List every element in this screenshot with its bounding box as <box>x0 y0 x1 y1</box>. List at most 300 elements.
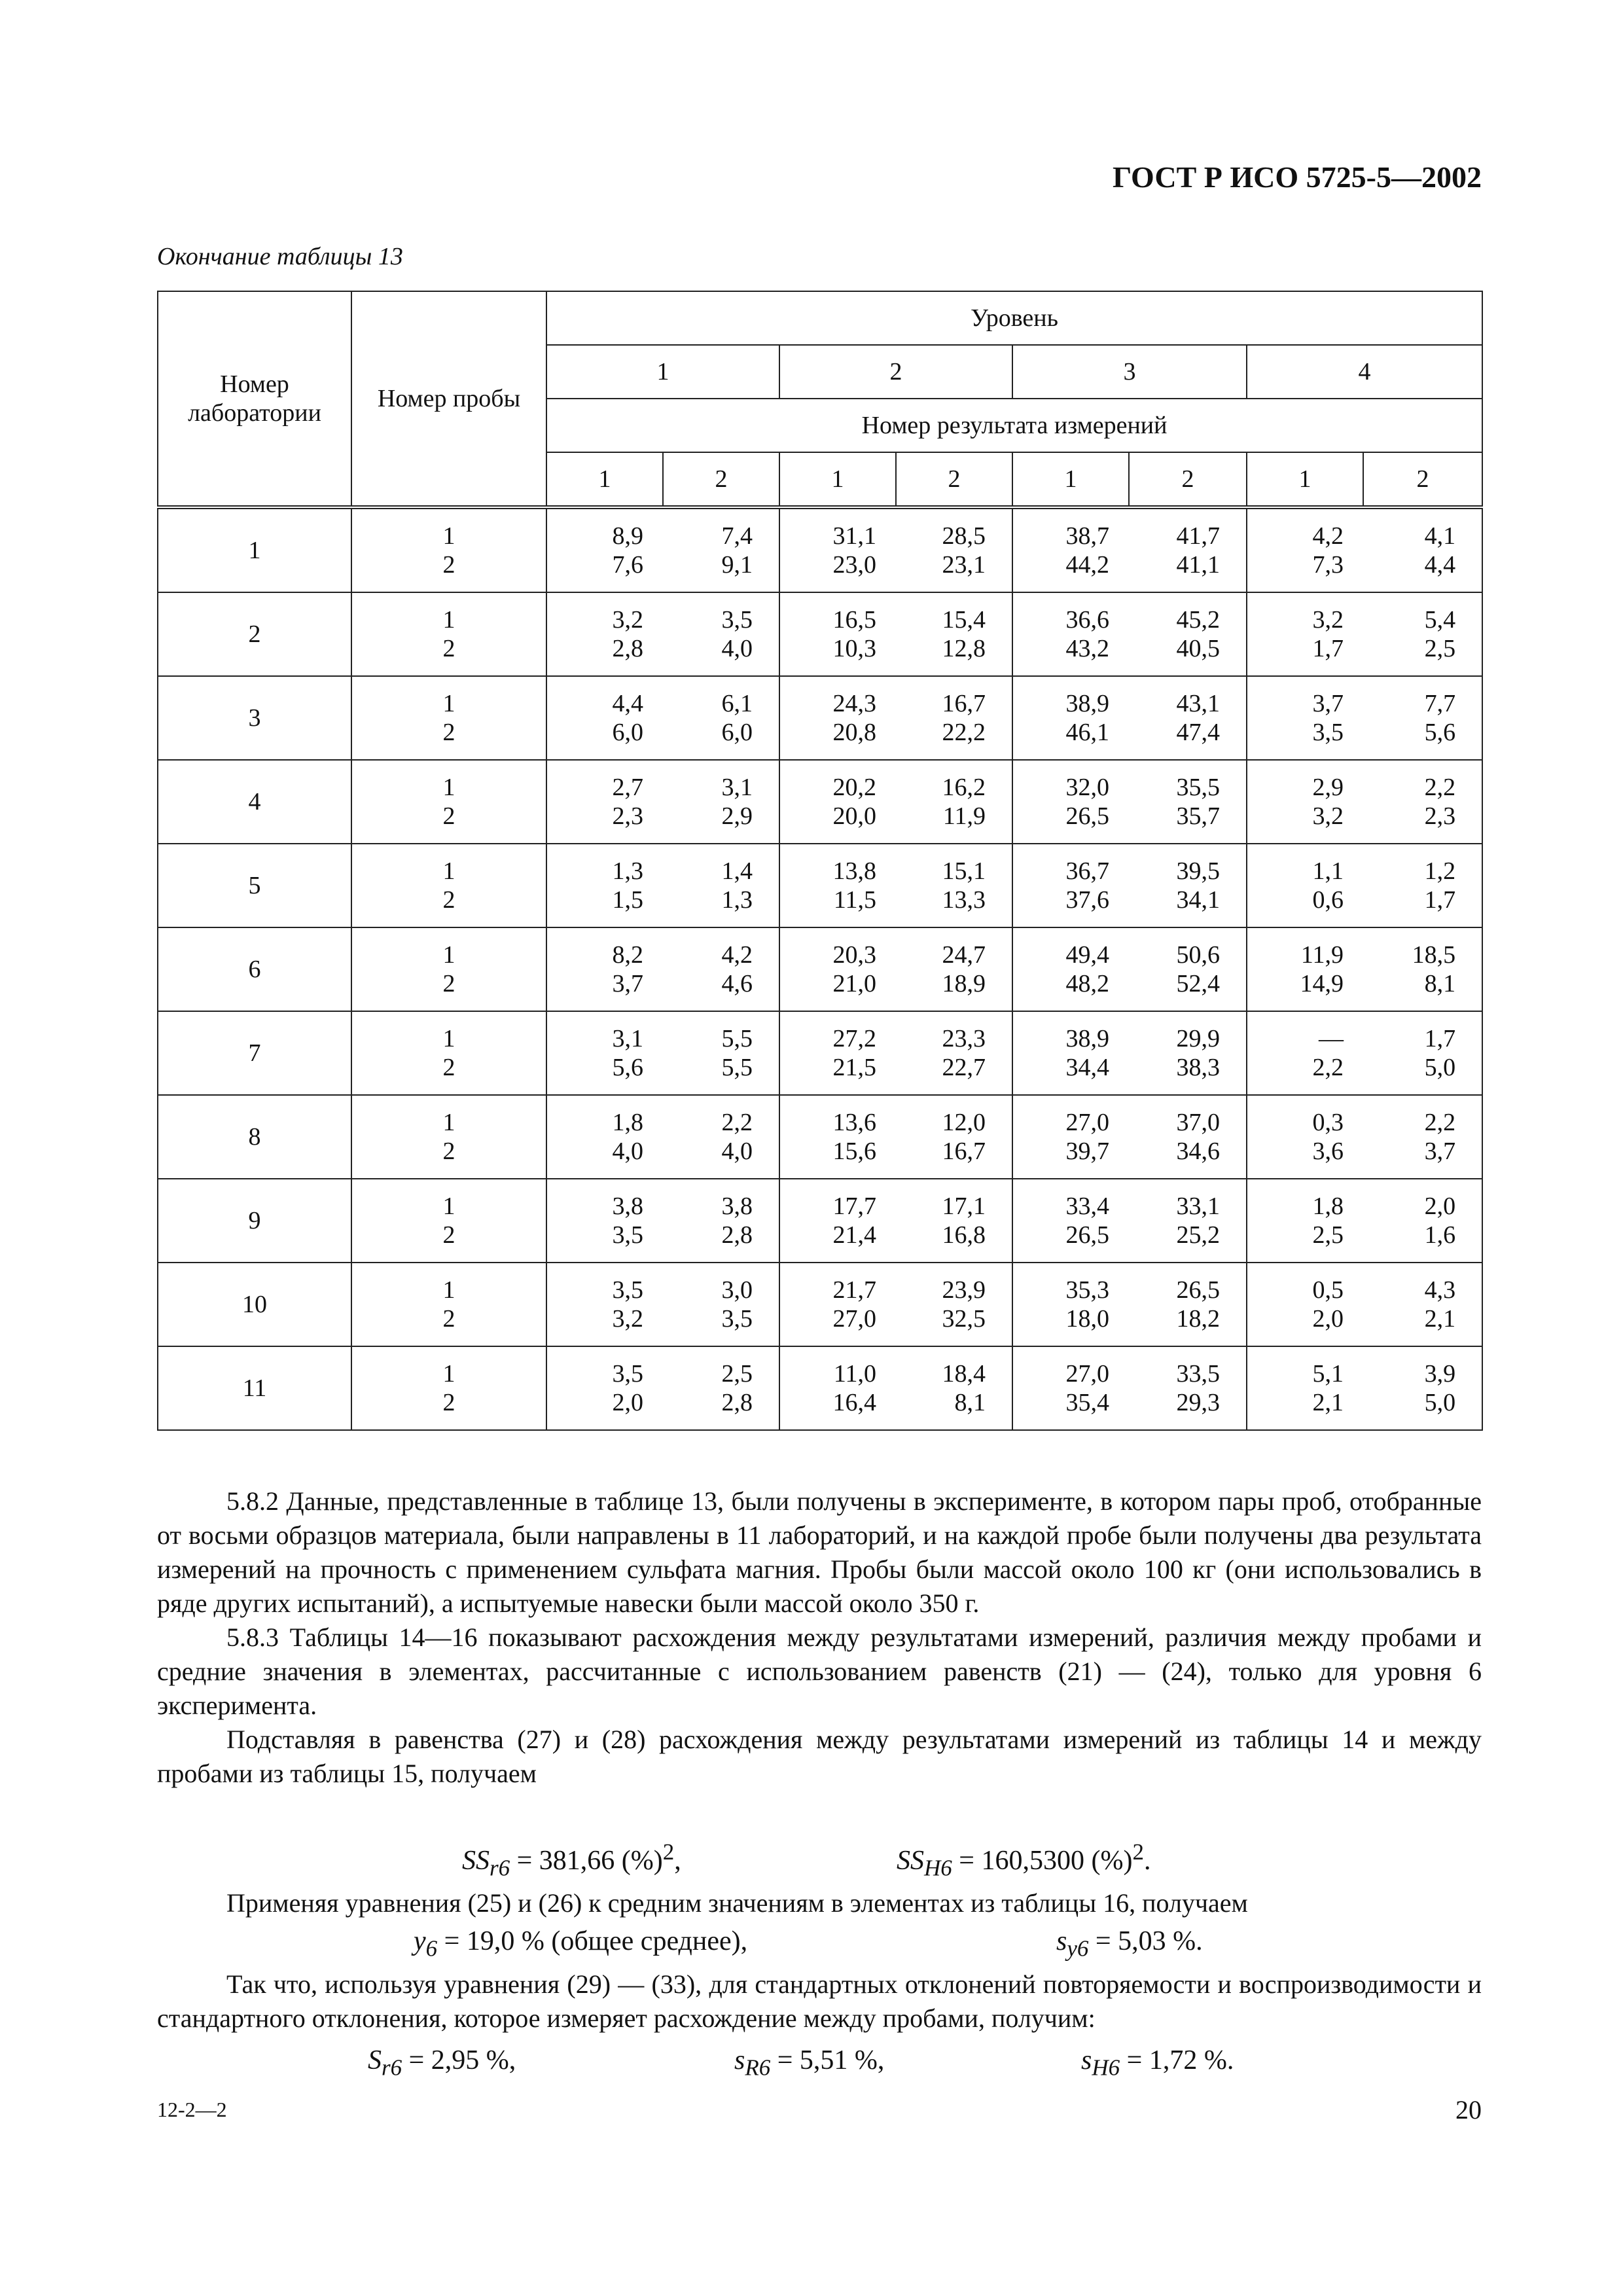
value-cell <box>1363 592 1482 676</box>
value-cell <box>546 1346 663 1430</box>
lab-number: 10 <box>158 1263 351 1346</box>
measurement-value: 2,1 <box>1424 1305 1456 1333</box>
measurement-value: 3,9 <box>1424 1360 1456 1388</box>
value-cell <box>1363 507 1482 592</box>
measurement-value: 17,1 <box>942 1193 986 1220</box>
value-cell <box>896 1095 1012 1179</box>
probe-number: 1 <box>442 774 455 801</box>
measurement-value: 3,5 <box>612 1360 643 1388</box>
probe-number: 2 <box>442 1054 455 1081</box>
value-cell <box>1012 1011 1129 1095</box>
measurement-value: 8,1 <box>1424 970 1456 997</box>
table-caption: Окончание таблицы 13 <box>157 243 403 270</box>
probe-number: 1 <box>442 1109 455 1136</box>
measurement-value: 48,2 <box>1065 970 1109 997</box>
measurement-value: 41,1 <box>1176 551 1220 579</box>
measurement-value: 29,9 <box>1176 1025 1220 1052</box>
measurement-value: 2,5 <box>1424 635 1456 662</box>
measurement-value: 2,2 <box>1312 1054 1344 1081</box>
measurement-value: 1,6 <box>1424 1221 1456 1249</box>
value-cell <box>1247 592 1363 676</box>
value-cell <box>1247 844 1363 927</box>
probe-numbers <box>351 676 546 760</box>
measurement-value: 27,0 <box>1065 1109 1109 1136</box>
measurement-value: 45,2 <box>1176 606 1220 634</box>
value-cell <box>1247 1346 1363 1430</box>
level-4: 4 <box>1247 345 1482 399</box>
measurement-value: 4,2 <box>721 941 753 969</box>
lab-number: 6 <box>158 927 351 1011</box>
measurement-value: 4,6 <box>721 970 753 997</box>
level-2: 2 <box>779 345 1012 399</box>
value-cell <box>1129 844 1247 927</box>
value-cell <box>546 592 663 676</box>
lab-number: 3 <box>158 676 351 760</box>
measurement-value: 32,0 <box>1065 774 1109 801</box>
measurement-value: 43,2 <box>1065 635 1109 662</box>
table-row <box>158 676 1482 760</box>
measurement-value: 43,1 <box>1176 690 1220 717</box>
value-cell <box>546 676 663 760</box>
measurement-value: 38,7 <box>1065 522 1109 550</box>
measurement-value: 13,3 <box>942 886 986 914</box>
table-row <box>158 760 1482 844</box>
measurement-value: 5,0 <box>1424 1054 1456 1081</box>
measurement-value: 1,5 <box>612 886 643 914</box>
formula-y6: $y_6 = 19,0$ % (общее среднее), <box>414 1926 748 1962</box>
table-row <box>158 1095 1482 1179</box>
measurement-value: 27,0 <box>832 1305 876 1333</box>
value-cell <box>1012 844 1129 927</box>
measurement-value: 3,5 <box>612 1221 643 1249</box>
value-cell <box>779 760 896 844</box>
value-cell <box>896 676 1012 760</box>
measurement-value: 0,3 <box>1312 1109 1344 1136</box>
value-cell <box>663 507 779 592</box>
measurement-value: 12,0 <box>942 1109 986 1136</box>
measurement-value: 12,8 <box>942 635 986 662</box>
value-cell <box>1012 1346 1129 1430</box>
value-cell <box>1363 927 1482 1011</box>
measurement-value: 9,1 <box>721 551 753 579</box>
measurement-value: 11,0 <box>833 1360 876 1388</box>
measurement-value: 20,0 <box>832 802 876 830</box>
measurement-value: 1,7 <box>1312 635 1344 662</box>
value-cell <box>663 1179 779 1263</box>
measurement-value: 38,3 <box>1176 1054 1220 1081</box>
measurement-value: 5,5 <box>721 1054 753 1081</box>
probe-numbers <box>351 592 546 676</box>
result-num: 2 <box>896 452 1012 507</box>
measurement-value: 18,9 <box>942 970 986 997</box>
value-cell <box>546 760 663 844</box>
body-text-3 <box>157 1967 1482 2036</box>
measurement-value: 21,7 <box>832 1276 876 1304</box>
table-row <box>158 1263 1482 1346</box>
measurement-value: 11,9 <box>942 802 986 830</box>
probe-number: 2 <box>442 719 455 746</box>
value-cell <box>663 676 779 760</box>
measurement-value: 2,0 <box>1312 1305 1344 1333</box>
measurement-value: 38,9 <box>1065 690 1109 717</box>
body-text <box>157 1484 1482 1791</box>
value-cell <box>663 592 779 676</box>
value-cell <box>1012 676 1129 760</box>
measurement-value: 27,0 <box>1065 1360 1109 1388</box>
measurement-value: 37,6 <box>1065 886 1109 914</box>
lab-number: 2 <box>158 592 351 676</box>
measurement-value: — <box>1319 1025 1344 1052</box>
measurement-value: 21,4 <box>832 1221 876 1249</box>
value-cell <box>1247 1263 1363 1346</box>
measurement-value: 28,5 <box>942 522 986 550</box>
measurement-value: 7,7 <box>1424 690 1456 717</box>
measurement-value: 11,5 <box>833 886 876 914</box>
value-cell <box>1363 676 1482 760</box>
body-text-2 <box>157 1886 1482 1920</box>
measurement-value: 4,0 <box>612 1138 643 1165</box>
table-row <box>158 1346 1482 1430</box>
measurement-value: 2,8 <box>612 635 643 662</box>
probe-number: 1 <box>442 522 455 550</box>
value-cell <box>1247 1095 1363 1179</box>
measurement-value: 0,6 <box>1312 886 1344 914</box>
value-cell <box>896 1263 1012 1346</box>
value-cell <box>1012 507 1129 592</box>
value-cell <box>1363 760 1482 844</box>
value-cell <box>1363 1346 1482 1430</box>
measurement-value: 2,9 <box>1312 774 1344 801</box>
measurement-value: 1,3 <box>721 886 753 914</box>
value-cell <box>1129 592 1247 676</box>
measurement-value: 4,4 <box>1424 551 1456 579</box>
measurement-value: 3,5 <box>612 1276 643 1304</box>
measurement-value: 33,4 <box>1065 1193 1109 1220</box>
probe-numbers <box>351 1011 546 1095</box>
value-cell <box>1012 1095 1129 1179</box>
level-1: 1 <box>546 345 779 399</box>
value-cell <box>896 760 1012 844</box>
measurement-value: 16,7 <box>942 690 986 717</box>
measurement-value: 22,2 <box>942 719 986 746</box>
probe-number: 2 <box>442 1221 455 1249</box>
measurement-value: 13,8 <box>832 857 876 885</box>
table-header <box>158 291 1482 507</box>
value-cell <box>1363 1011 1482 1095</box>
value-cell <box>1012 592 1129 676</box>
probe-number: 2 <box>442 802 455 830</box>
measurement-value: 3,7 <box>1424 1138 1456 1165</box>
measurement-value: 39,5 <box>1176 857 1220 885</box>
measurement-value: 1,7 <box>1424 886 1456 914</box>
measurement-value: 35,7 <box>1176 802 1220 830</box>
value-cell <box>546 927 663 1011</box>
measurement-value: 17,7 <box>832 1193 876 1220</box>
value-cell <box>779 676 896 760</box>
measurement-value: 3,1 <box>721 774 753 801</box>
value-cell <box>1129 927 1247 1011</box>
measurement-value: 47,4 <box>1176 719 1220 746</box>
value-cell <box>1129 1263 1247 1346</box>
probe-number: 1 <box>442 857 455 885</box>
measurement-value: 3,5 <box>1312 719 1344 746</box>
measurement-value: 18,4 <box>942 1360 986 1388</box>
measurement-value: 4,1 <box>1424 522 1456 550</box>
lab-number: 8 <box>158 1095 351 1179</box>
probe-number: 2 <box>442 1389 455 1416</box>
paragraph-substitution: Подставляя в равенства (27) и (28) расхождения между результатами измерений из таблицы 14 и между пробами из таблицы 15, получаем <box>157 1725 1482 1788</box>
measurement-value: 24,7 <box>942 941 986 969</box>
measurement-value: 39,7 <box>1065 1138 1109 1165</box>
measurement-value: 3,2 <box>1312 606 1344 634</box>
measurement-value: 18,0 <box>1065 1305 1109 1333</box>
measurement-value: 29,3 <box>1176 1389 1220 1416</box>
probe-number: 1 <box>442 606 455 634</box>
value-cell <box>1129 507 1247 592</box>
measurement-value: 0,5 <box>1312 1276 1344 1304</box>
value-cell <box>663 1011 779 1095</box>
measurement-value: 27,2 <box>832 1025 876 1052</box>
measurement-value: 3,0 <box>721 1276 753 1304</box>
measurement-value: 1,7 <box>1424 1025 1456 1052</box>
value-cell <box>896 507 1012 592</box>
probe-number: 2 <box>442 1138 455 1165</box>
value-cell <box>779 1346 896 1430</box>
measurement-value: 3,5 <box>721 606 753 634</box>
value-cell <box>1012 1263 1129 1346</box>
measurement-value: 15,4 <box>942 606 986 634</box>
value-cell <box>779 927 896 1011</box>
value-cell <box>779 1263 896 1346</box>
probe-number: 1 <box>442 1193 455 1220</box>
measurement-value: 1,8 <box>1312 1193 1344 1220</box>
measurement-value: 3,2 <box>1312 802 1344 830</box>
measurement-value: 33,5 <box>1176 1360 1220 1388</box>
measurement-value: 31,1 <box>832 522 876 550</box>
lab-number: 9 <box>158 1179 351 1263</box>
probe-numbers <box>351 1179 546 1263</box>
probe-number: 1 <box>442 941 455 969</box>
measurement-value: 2,0 <box>1424 1193 1456 1220</box>
measurement-value: 5,5 <box>721 1025 753 1052</box>
value-cell <box>779 1011 896 1095</box>
measurement-value: 36,7 <box>1065 857 1109 885</box>
level-3: 3 <box>1012 345 1247 399</box>
probe-numbers <box>351 1263 546 1346</box>
measurement-value: 23,1 <box>942 551 986 579</box>
result-num: 2 <box>1363 452 1482 507</box>
measurement-value: 13,6 <box>832 1109 876 1136</box>
value-cell <box>1129 1346 1247 1430</box>
measurement-value: 2,7 <box>612 774 643 801</box>
measurement-value: 33,1 <box>1176 1193 1220 1220</box>
measurement-value: 5,1 <box>1312 1360 1344 1388</box>
measurement-value: 7,6 <box>612 551 643 579</box>
measurement-value: 1,3 <box>612 857 643 885</box>
value-cell <box>1363 1095 1482 1179</box>
value-cell <box>1247 760 1363 844</box>
value-cell <box>1012 1179 1129 1263</box>
result-num: 2 <box>1129 452 1247 507</box>
measurement-value: 1,1 <box>1312 857 1344 885</box>
measurement-value: 5,6 <box>612 1054 643 1081</box>
measurement-value: 50,6 <box>1176 941 1220 969</box>
measurement-value: 40,5 <box>1176 635 1220 662</box>
measurement-value: 23,9 <box>942 1276 986 1304</box>
value-cell <box>1363 1263 1482 1346</box>
value-cell <box>546 1095 663 1179</box>
value-cell <box>663 1263 779 1346</box>
measurement-value: 3,6 <box>1312 1138 1344 1165</box>
measurement-value: 3,8 <box>721 1193 753 1220</box>
value-cell <box>1363 1179 1482 1263</box>
paragraph-apply: Применяя уравнения (25) и (26) к средним значениям в элементах из таблицы 16, получаем <box>226 1888 1248 1918</box>
probe-number: 1 <box>442 1276 455 1304</box>
probe-numbers <box>351 927 546 1011</box>
paragraph-5-8-2: 5.8.2 Данные, представленные в таблице 13, были получены в эксперименте, в котором пары проб, отобранные от восьми образцов материала, были направлены в 11 лабораторий, и на каждой пробе были получены два результата измерений на прочность с применением сульфата магния. Пробы были массой около 100 кг (они использовались в ряде других испытаний), а испытуемые навески были массой около 350 г. <box>157 1486 1482 1618</box>
measurement-value: 20,3 <box>832 941 876 969</box>
probe-number: 2 <box>442 1305 455 1333</box>
measurement-value: 7,3 <box>1312 551 1344 579</box>
value-cell <box>896 927 1012 1011</box>
measurement-value: 8,9 <box>612 522 643 550</box>
measurement-value: 4,2 <box>1312 522 1344 550</box>
measurement-value: 16,5 <box>832 606 876 634</box>
probe-numbers <box>351 1095 546 1179</box>
measurement-value: 46,1 <box>1065 719 1109 746</box>
probe-number: 1 <box>442 1025 455 1052</box>
lab-number: 1 <box>158 507 351 592</box>
value-cell <box>1247 927 1363 1011</box>
measurement-value: 8,1 <box>954 1389 986 1416</box>
measurement-value: 2,8 <box>721 1221 753 1249</box>
value-cell <box>1363 844 1482 927</box>
table-row <box>158 927 1482 1011</box>
measurement-value: 32,5 <box>942 1305 986 1333</box>
measurement-value: 5,6 <box>1424 719 1456 746</box>
lab-number: 5 <box>158 844 351 927</box>
measurement-value: 6,0 <box>721 719 753 746</box>
value-cell <box>1129 676 1247 760</box>
measurement-value: 18,2 <box>1176 1305 1220 1333</box>
probe-number: 1 <box>442 1360 455 1388</box>
measurement-value: 1,2 <box>1424 857 1456 885</box>
formula-sr6: $S_{r6} = 2,95$ %, <box>368 2045 516 2081</box>
measurement-value: 41,7 <box>1176 522 1220 550</box>
value-cell <box>896 1346 1012 1430</box>
measurement-value: 16,7 <box>942 1138 986 1165</box>
value-cell <box>779 1095 896 1179</box>
measurement-value: 15,6 <box>832 1138 876 1165</box>
measurement-value: 18,5 <box>1412 941 1456 969</box>
table-body <box>158 507 1482 1430</box>
lab-number: 7 <box>158 1011 351 1095</box>
paragraph-so: Так что, используя уравнения (29) — (33), для стандартных отклонений повторяемости и воспроизводимости и стандартного отклонения, которое измеряет расхождение между пробами, получим: <box>157 1969 1482 2033</box>
formula-sH6: $s_{H6} = 1,72$ %. <box>1081 2045 1234 2081</box>
measurement-value: 23,3 <box>942 1025 986 1052</box>
measurement-value: 49,4 <box>1065 941 1109 969</box>
value-cell <box>546 844 663 927</box>
value-cell <box>779 592 896 676</box>
formula-sy6: $s_{y6} = 5,03$ %. <box>1056 1926 1203 1962</box>
measurement-value: 2,2 <box>1424 774 1456 801</box>
level-header: Уровень <box>546 291 1482 345</box>
formula-ss-r6: $SS_{r6} = 381,66$ (%)$^2$, <box>462 1839 681 1881</box>
value-cell <box>546 1263 663 1346</box>
table-row <box>158 1011 1482 1095</box>
measurement-value: 22,7 <box>942 1054 986 1081</box>
measurement-value: 25,2 <box>1176 1221 1220 1249</box>
measurement-value: 2,1 <box>1312 1389 1344 1416</box>
measurement-value: 3,8 <box>612 1193 643 1220</box>
measurement-value: 6,1 <box>721 690 753 717</box>
measurement-value: 21,5 <box>832 1054 876 1081</box>
value-cell <box>896 1179 1012 1263</box>
probe-numbers <box>351 844 546 927</box>
paragraph-5-8-3: 5.8.3 Таблицы 14—16 показывают расхождения между результатами измерений, различия между пробами и средние значения в элементах, рассчитанные с использованием равенств (21) — (24), только для уровня 6 эксперимента. <box>157 1623 1482 1720</box>
measurement-value: 3,2 <box>612 1305 643 1333</box>
measurement-value: 4,3 <box>1424 1276 1456 1304</box>
col-header-probe: Номер пробы <box>351 291 546 507</box>
measurement-value: 3,1 <box>612 1025 643 1052</box>
probe-number: 2 <box>442 635 455 662</box>
measurement-value: 35,5 <box>1176 774 1220 801</box>
measurement-value: 15,1 <box>942 857 986 885</box>
table-row <box>158 844 1482 927</box>
measurement-value: 26,5 <box>1176 1276 1220 1304</box>
value-cell <box>1129 1011 1247 1095</box>
value-cell <box>1247 1179 1363 1263</box>
measurement-value: 2,3 <box>612 802 643 830</box>
measurement-value: 16,8 <box>942 1221 986 1249</box>
measurement-value: 7,4 <box>721 522 753 550</box>
measurement-value: 16,4 <box>832 1389 876 1416</box>
value-cell <box>546 507 663 592</box>
measurement-value: 2,2 <box>1424 1109 1456 1136</box>
measurement-value: 3,2 <box>612 606 643 634</box>
value-cell <box>779 1179 896 1263</box>
measurement-value: 4,4 <box>612 690 643 717</box>
measurement-value: 2,3 <box>1424 802 1456 830</box>
result-num: 1 <box>546 452 663 507</box>
formula-sR6: $s_{R6} = 5,51$ %, <box>734 2045 885 2081</box>
measurement-value: 16,2 <box>942 774 986 801</box>
value-cell <box>896 844 1012 927</box>
value-cell <box>663 1095 779 1179</box>
measurement-value: 36,6 <box>1065 606 1109 634</box>
value-cell <box>1012 760 1129 844</box>
result-num: 1 <box>1012 452 1129 507</box>
value-cell <box>546 1011 663 1095</box>
measurement-value: 20,8 <box>832 719 876 746</box>
value-cell <box>546 1179 663 1263</box>
measurement-value: 2,9 <box>721 802 753 830</box>
measurement-value: 1,4 <box>721 857 753 885</box>
measurement-value: 34,6 <box>1176 1138 1220 1165</box>
measurement-value: 35,3 <box>1065 1276 1109 1304</box>
table-row <box>158 592 1482 676</box>
result-number-header: Номер результата измерений <box>546 399 1482 452</box>
measurement-value: 11,9 <box>1300 941 1344 969</box>
measurement-value: 26,5 <box>1065 1221 1109 1249</box>
measurement-value: 21,0 <box>832 970 876 997</box>
probe-number: 2 <box>442 886 455 914</box>
probe-numbers <box>351 507 546 592</box>
measurement-value: 3,7 <box>612 970 643 997</box>
probe-numbers <box>351 760 546 844</box>
lab-number: 4 <box>158 760 351 844</box>
measurement-value: 26,5 <box>1065 802 1109 830</box>
